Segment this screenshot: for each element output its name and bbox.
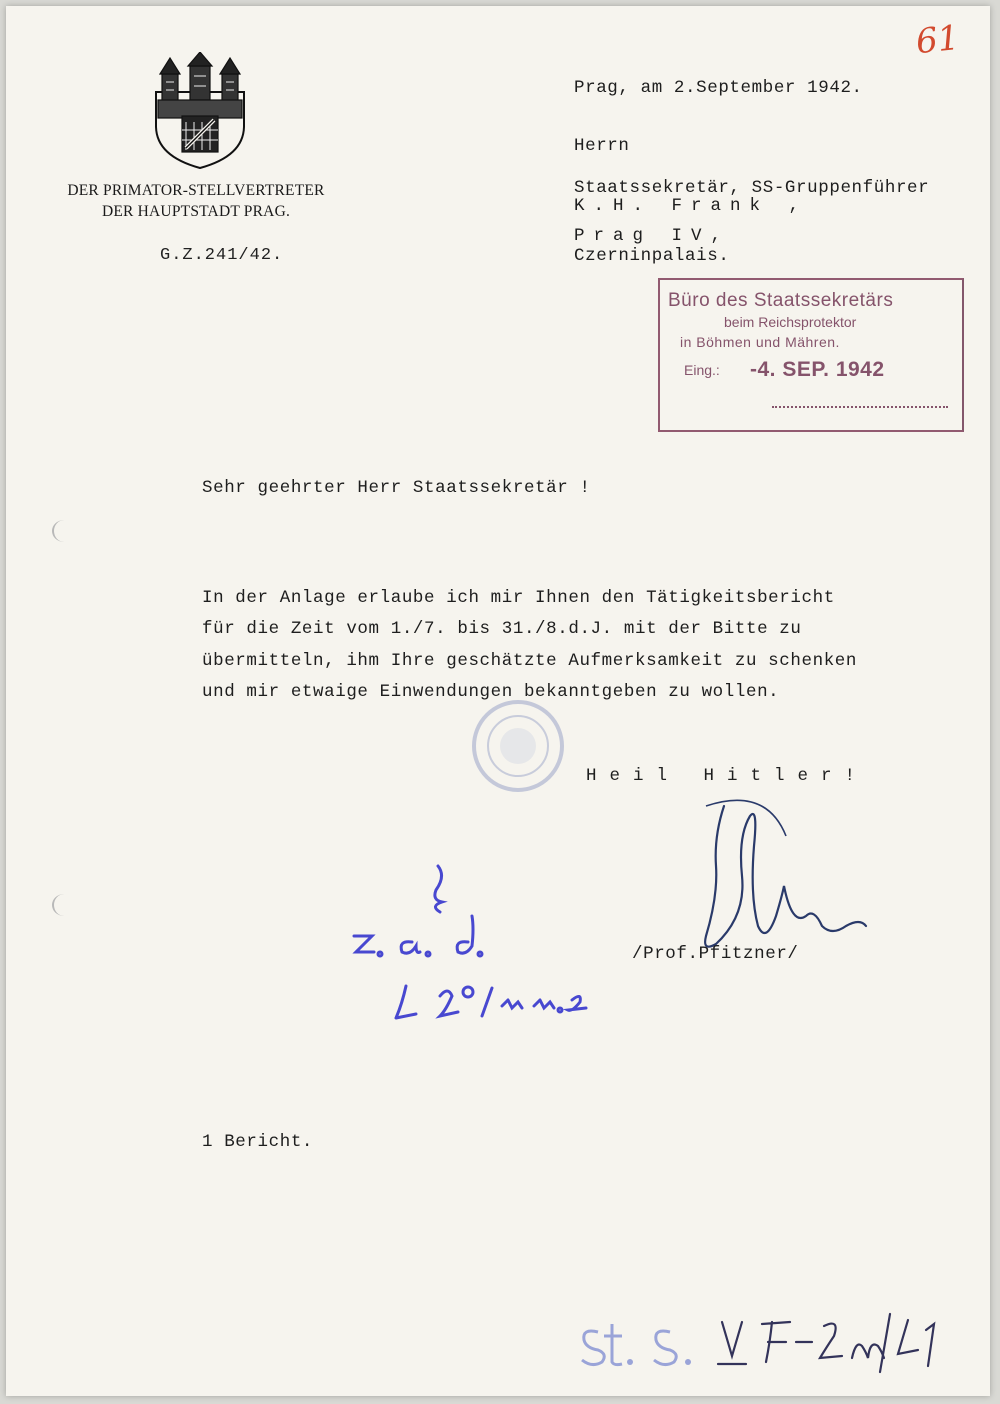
stamp-dotted-line [772,406,948,408]
greeting: Sehr geehrter Herr Staatssekretär ! [202,478,591,498]
reference-number: G.Z.241/42. [160,246,284,265]
receipt-stamp [658,278,964,432]
blue-handwritten-notes-icon [336,856,596,1026]
letterhead-office: DER PRIMATOR-STELLVERTRETER [67,182,325,199]
stamp-authority-line: beim Reichsprotektor [724,314,857,330]
prague-coat-of-arms-icon [152,52,248,170]
recipient-title: Staatssekretär, SS-Gruppenführer [574,178,930,198]
body-line: übermitteln, ihm Ihre geschätzte Aufmerksamkeit zu schenken [202,651,858,671]
stamp-office-line: Büro des Staatssekretärs [668,290,894,311]
closing: Heil Hitler! [586,766,869,786]
body-line: für die Zeit vom 1./7. bis 31./8.d.J. mit der Bitte zu [202,619,802,639]
enclosure-note: 1 Bericht. [202,1132,314,1152]
stamp-region-line: in Böhmen und Mähren. [680,334,840,350]
letterhead-city: DER HAUPTSTADT PRAG. [101,203,291,220]
body-line: und mir etwaige Einwendungen bekanntgeben zu wollen. [202,682,780,702]
recipient-city: Prag IV, [574,226,731,246]
recipient-salutation: Herrn [574,136,630,156]
stamp-received-date: -4. SEP. 1942 [750,358,885,381]
punch-hole [52,520,76,542]
round-seal-icon [468,696,568,796]
letter-page [6,6,990,1396]
signatory-name: /Prof.Pfitzner/ [632,944,799,964]
archive-number: 61 [914,17,962,63]
body-line: In der Anlage erlaube ich mir Ihnen den Tätigkeitsbericht [202,588,835,608]
file-registry-stamp-icon [572,1302,972,1382]
stamp-received-label: Eing.: [684,362,720,378]
recipient-name: K.H. Frank , [574,196,809,216]
punch-hole [52,894,76,916]
recipient-building: Czerninpalais. [574,246,730,266]
date-line: Prag, am 2.September 1942. [574,78,863,98]
